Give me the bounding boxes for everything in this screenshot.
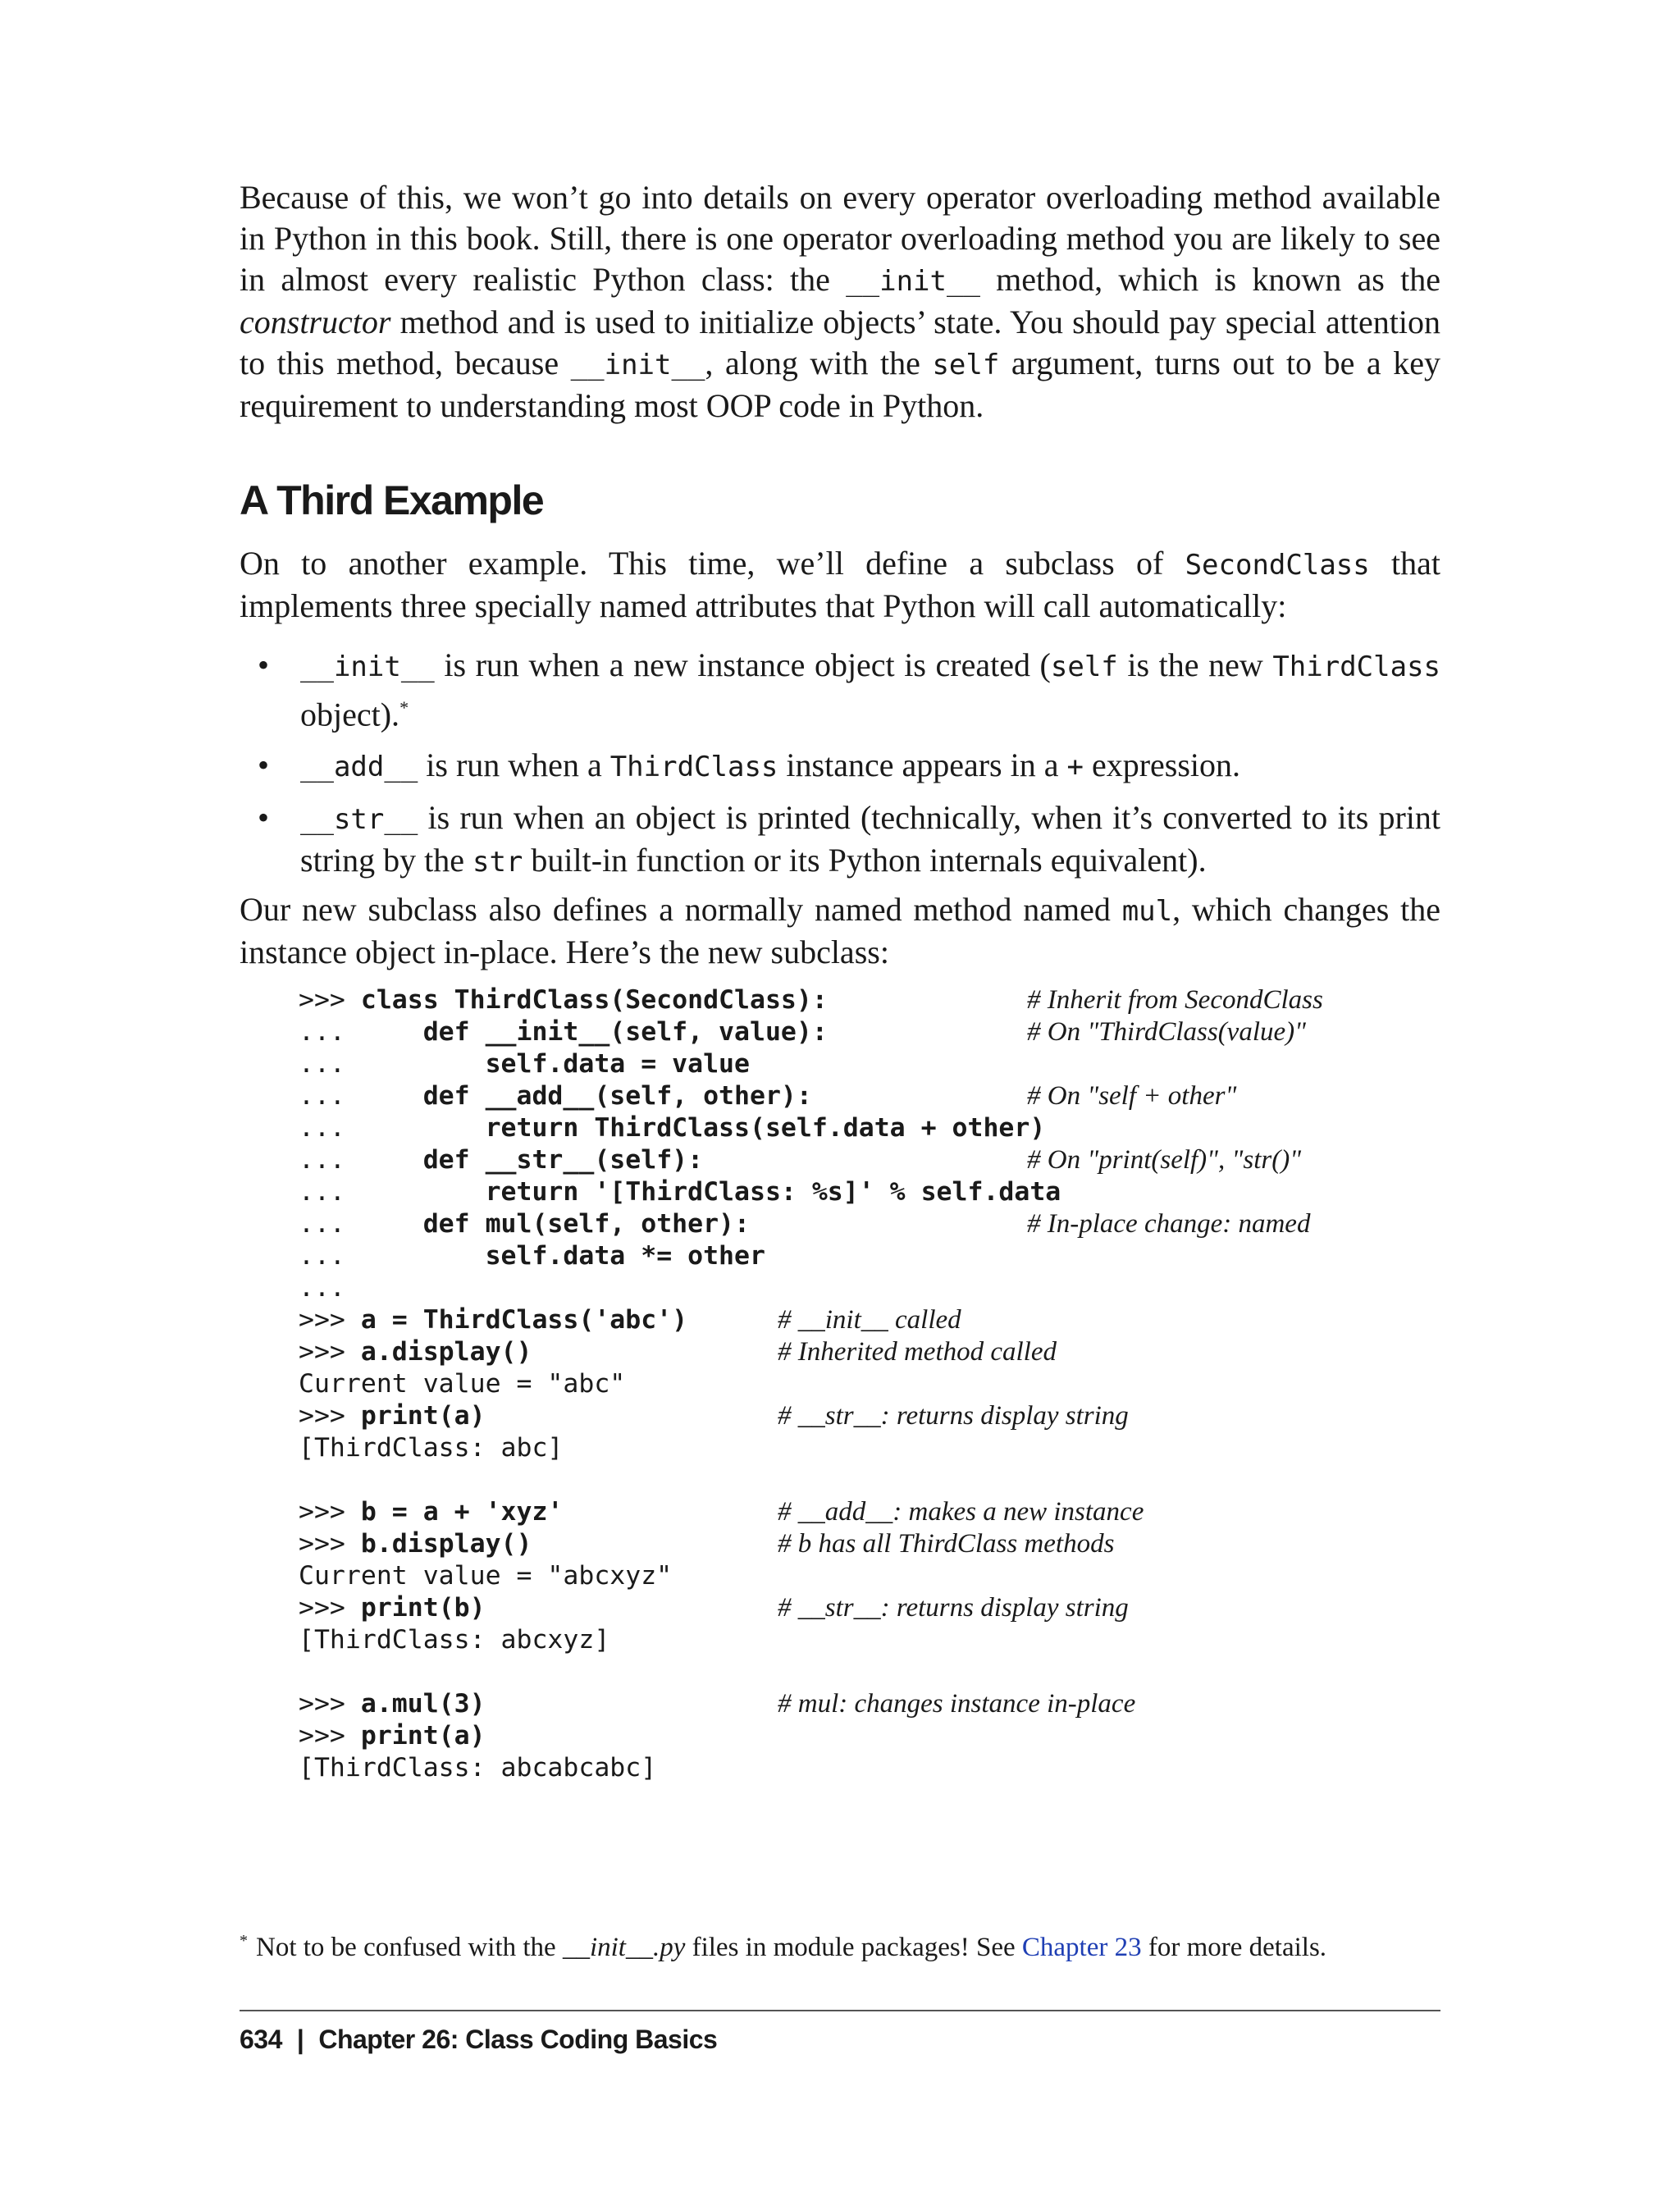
code-input: return ThirdClass(self.data + other)	[485, 1113, 1046, 1143]
code-input: print(b)	[360, 1593, 486, 1623]
code-line	[299, 984, 828, 1016]
bullet-text: is the new	[1117, 646, 1273, 683]
code-self-inline: self	[932, 349, 1000, 381]
bullet-text: expression.	[1083, 746, 1241, 784]
code-input: a.display()	[360, 1337, 532, 1367]
code-prompt: ...	[299, 1113, 486, 1143]
code-prompt: >>>	[299, 1401, 361, 1431]
intro-text-2: method, which is known as the	[979, 261, 1440, 298]
code-input: return '[ThirdClass: %s]' % self.data	[485, 1177, 1061, 1207]
code-prompt: [ThirdClass: abcabcabc]	[299, 1753, 657, 1783]
chapter-23-link[interactable]: Chapter 23	[1021, 1933, 1142, 1962]
code-prompt: [ThirdClass: abcxyz]	[299, 1625, 610, 1655]
code-input: class ThirdClass(SecondClass):	[360, 985, 828, 1015]
code-line	[299, 1304, 687, 1336]
code-prompt: >>>	[299, 1497, 361, 1527]
code-secondclass-inline: SecondClass	[1185, 549, 1370, 582]
code-input: print(a)	[360, 1721, 486, 1751]
code-prompt: >>>	[299, 1593, 361, 1623]
footnote-text-1: Not to be confused with the	[256, 1933, 563, 1962]
code-line	[299, 1336, 532, 1368]
footnote-text-2: files in module packages! See	[685, 1933, 1022, 1962]
code-prompt: >>>	[299, 1689, 361, 1719]
intro-text-5: argument, turns out to be a key requirement to understanding most OOP code in Python.	[240, 345, 1440, 424]
footnote-filename: __init__.py	[562, 1933, 686, 1962]
code-comment: # On "ThirdClass(value)"	[1027, 1017, 1306, 1047]
code-line	[299, 1176, 1061, 1208]
intro-text-3: method and is used to initialize objects’ state. You should pay special attention to this method, because	[240, 304, 1440, 381]
bullet-item-add	[240, 745, 1440, 788]
code-line	[299, 1016, 828, 1048]
code-str: __str__	[300, 803, 418, 837]
footer-rule	[240, 2010, 1440, 2011]
code-prompt: ...	[299, 1209, 423, 1239]
code-prompt: >>>	[299, 1721, 361, 1751]
code-line	[299, 1528, 532, 1560]
code-comment: # mul: changes instance in-place	[778, 1689, 1136, 1719]
code-prompt: ...	[299, 1145, 423, 1175]
code-input: def mul(self, other):	[422, 1209, 750, 1239]
code-prompt: >>>	[299, 1529, 361, 1559]
code-prompt: >>>	[299, 1337, 361, 1367]
code-input: def __str__(self):	[422, 1145, 704, 1175]
code-input: b = a + 'xyz'	[360, 1497, 564, 1527]
code-line	[299, 1112, 1045, 1144]
code-prompt: ...	[299, 1017, 423, 1047]
code-str-builtin: str	[472, 846, 523, 879]
code-prompt: Current value = "abcxyz"	[299, 1561, 673, 1591]
bullet-text: built-in function or its Python internals equivalent).	[523, 842, 1207, 879]
bullet-item-init	[240, 645, 1440, 735]
code-input: b.display()	[360, 1529, 532, 1559]
code-comment: # b has all ThirdClass methods	[778, 1529, 1115, 1559]
lead-paragraph	[240, 543, 1440, 627]
code-line	[299, 1240, 765, 1272]
page-number: 634	[240, 2025, 282, 2054]
code-add: __add__	[300, 751, 418, 784]
term-constructor: constructor	[240, 304, 391, 340]
page-footer	[240, 2021, 717, 2057]
lead-text-2: that implements three specially named attributes that Python will call automatically:	[240, 545, 1440, 624]
code-input: def __add__(self, other):	[422, 1081, 812, 1111]
code-prompt: ...	[299, 1049, 486, 1079]
bullet-marker: •	[258, 646, 270, 683]
bullet-item-str	[240, 797, 1440, 883]
code-plus: +	[1066, 751, 1084, 784]
code-line	[299, 1432, 563, 1464]
bullet-list	[240, 645, 1440, 892]
code-prompt: Current value = "abc"	[299, 1369, 626, 1399]
code-prompt: >>>	[299, 1305, 361, 1335]
code-line	[299, 1272, 345, 1304]
code-input: def __init__(self, value):	[422, 1017, 828, 1047]
code-input: print(a)	[360, 1401, 486, 1431]
code-input: a = ThirdClass('abc')	[360, 1305, 688, 1335]
bullet-text: is run when an object is printed (technically, when it’s converted to its print string by the	[300, 799, 1440, 879]
code-line	[299, 1080, 812, 1112]
after-paragraph	[240, 889, 1440, 973]
code-prompt: >>>	[299, 985, 361, 1015]
code-comment: # __str__: returns display string	[778, 1593, 1129, 1623]
intro-text-4: , along with the	[705, 345, 933, 381]
code-comment: # Inherit from SecondClass	[1027, 985, 1323, 1015]
code-line	[299, 1752, 656, 1784]
bullet-text: is run when a	[418, 746, 610, 784]
code-mul-inline: mul	[1121, 895, 1173, 928]
bullet-text: is run when a new instance object is created (	[434, 646, 1051, 683]
code-input: a.mul(3)	[360, 1689, 486, 1719]
code-prompt: ...	[299, 1177, 486, 1207]
bullet-marker: •	[258, 746, 270, 784]
code-comment: # __str__: returns display string	[778, 1401, 1129, 1431]
code-line	[299, 1496, 563, 1528]
chapter-title: Chapter 26: Class Coding Basics	[318, 2025, 718, 2054]
lead-text-1: On to another example. This time, we’ll define a subclass of	[240, 545, 1185, 582]
code-comment: # __init__ called	[778, 1305, 961, 1335]
code-prompt: ...	[299, 1241, 486, 1271]
code-line	[299, 1144, 703, 1176]
footer-separator: |	[296, 2025, 304, 2054]
code-input: self.data *= other	[485, 1241, 765, 1271]
code-line	[299, 1048, 750, 1080]
code-prompt: [ThirdClass: abc]	[299, 1433, 564, 1463]
after-text-2: , which changes the instance object in-place. Here’s the new subclass:	[240, 891, 1441, 970]
code-self: self	[1050, 651, 1118, 683]
code-comment: # In-place change: named	[1027, 1209, 1311, 1239]
code-init-inline-2: __init__	[570, 349, 705, 381]
code-prompt: ...	[299, 1273, 345, 1303]
code-line	[299, 1560, 672, 1592]
section-heading: A Third Example	[240, 477, 544, 523]
footnote-reference[interactable]: *	[399, 697, 409, 718]
after-text-1: Our new subclass also defines a normally named method named	[240, 891, 1122, 928]
code-init-inline: __init__	[846, 265, 980, 298]
code-line	[299, 1208, 750, 1240]
intro-paragraph	[240, 177, 1440, 427]
footnote-text-3: for more details.	[1141, 1933, 1327, 1962]
code-thirdclass: ThirdClass	[1272, 651, 1441, 683]
code-comment: # Inherited method called	[778, 1337, 1057, 1367]
bullet-marker: •	[258, 799, 270, 837]
code-line	[299, 1688, 486, 1720]
bullet-text: object).	[300, 696, 400, 733]
code-comment: # On "self + other"	[1027, 1081, 1237, 1111]
code-line	[299, 1368, 625, 1400]
bullet-text: instance appears in a	[778, 746, 1067, 784]
code-comment: # On "print(self)", "str()"	[1027, 1145, 1302, 1175]
code-line	[299, 1720, 486, 1752]
code-line	[299, 1624, 609, 1656]
code-input: self.data = value	[485, 1049, 750, 1079]
intro-text-1: Because of this, we won’t go into details on every operator overloading method available in Python in this book. Still, there is one operator overloading method you are likely to see in almost every realistic Python class: the	[240, 179, 1440, 298]
footnote-mark: *	[240, 1932, 248, 1950]
code-comment: # __add__: makes a new instance	[778, 1497, 1144, 1527]
code-prompt: ...	[299, 1081, 423, 1111]
code-thirdclass: ThirdClass	[609, 751, 778, 784]
footnote	[240, 1923, 1440, 1965]
code-init: __init__	[300, 651, 435, 683]
code-line	[299, 1400, 486, 1432]
code-line	[299, 1592, 486, 1624]
